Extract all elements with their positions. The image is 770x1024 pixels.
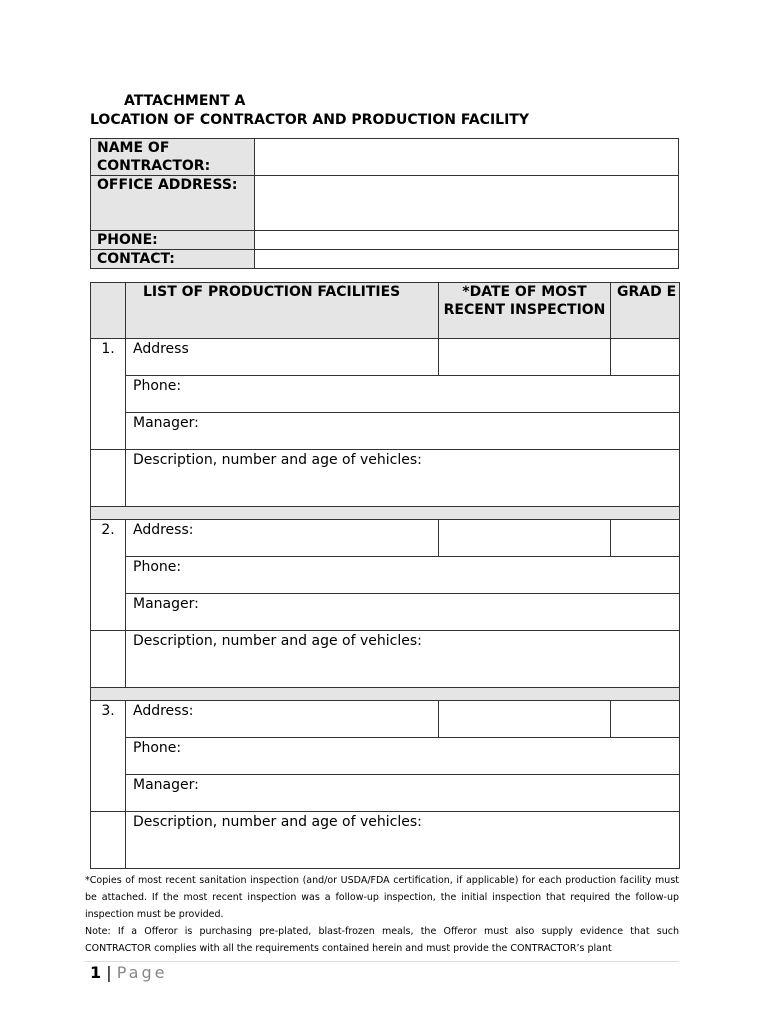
name-of-contractor-field[interactable] (255, 139, 679, 176)
grade-field[interactable] (611, 701, 680, 738)
facility-manager-field[interactable]: Manager: (126, 413, 680, 450)
grade-header: GRAD E (611, 283, 680, 339)
facility-phone-field[interactable]: Phone: (126, 376, 680, 413)
page-number: 1 (90, 963, 102, 982)
office-address-label: OFFICE ADDRESS: (91, 176, 255, 231)
inspection-footnote: *Copies of most recent sanitation inspection (and/or USDA/FDA certification, if applicable) for each production facility must be attached. If the most recent inspection was a follow-up inspection, the initial inspection that required the follow-up inspection must be provided. (85, 875, 679, 920)
offeror-note: Note: If a Offeror is purchasing pre-plated, blast-frozen meals, the Offeror must also supply evidence that such CONTRACTOR complies with all the requirements contained herein and must provide the CONTRACTOR’s plant (85, 926, 679, 954)
facility-address-field[interactable]: Address: (126, 701, 439, 738)
page-label: Page (116, 963, 168, 982)
grade-field[interactable] (611, 339, 680, 376)
contact-label: CONTACT: (91, 250, 255, 269)
name-of-contractor-label: NAME OF CONTRACTOR: (91, 139, 255, 176)
facility-number: 3. (91, 701, 126, 812)
description-number-cell (91, 631, 126, 688)
phone-label: PHONE: (91, 231, 255, 250)
facility-vehicles-field[interactable]: Description, number and age of vehicles: (126, 631, 680, 688)
list-of-facilities-header: LIST OF PRODUCTION FACILITIES (126, 283, 439, 339)
facility-manager-field[interactable]: Manager: (126, 775, 680, 812)
inspection-date-field[interactable] (439, 701, 611, 738)
description-number-cell (91, 450, 126, 507)
facility-phone-field[interactable]: Phone: (126, 738, 680, 775)
row-separator (91, 688, 680, 701)
facility-vehicles-field[interactable]: Description, number and age of vehicles: (126, 812, 680, 869)
description-number-cell (91, 812, 126, 869)
production-facilities-table (90, 282, 680, 869)
office-address-field[interactable] (255, 176, 679, 231)
facility-manager-field[interactable]: Manager: (126, 594, 680, 631)
inspection-date-field[interactable] (439, 520, 611, 557)
date-of-inspection-header: *DATE OF MOST RECENT INSPECTION (439, 283, 611, 339)
footer-divider (85, 961, 679, 962)
row-separator (91, 507, 680, 520)
facility-number: 1. (91, 339, 126, 450)
facility-vehicles-field[interactable]: Description, number and age of vehicles: (126, 450, 680, 507)
contractor-info-table (90, 138, 679, 269)
contact-field[interactable] (255, 250, 679, 269)
grade-field[interactable] (611, 520, 680, 557)
facility-address-field[interactable]: Address: (126, 520, 439, 557)
document-title: LOCATION OF CONTRACTOR AND PRODUCTION FACILITY (90, 112, 529, 128)
phone-field[interactable] (255, 231, 679, 250)
page-separator: | (101, 963, 117, 982)
facility-phone-field[interactable]: Phone: (126, 557, 680, 594)
inspection-date-field[interactable] (439, 339, 611, 376)
facility-number: 2. (91, 520, 126, 631)
attachment-title: ATTACHMENT A (124, 93, 246, 109)
header-number-cell (91, 283, 126, 339)
page-footer (90, 963, 167, 982)
facility-address-field[interactable]: Address (126, 339, 439, 376)
